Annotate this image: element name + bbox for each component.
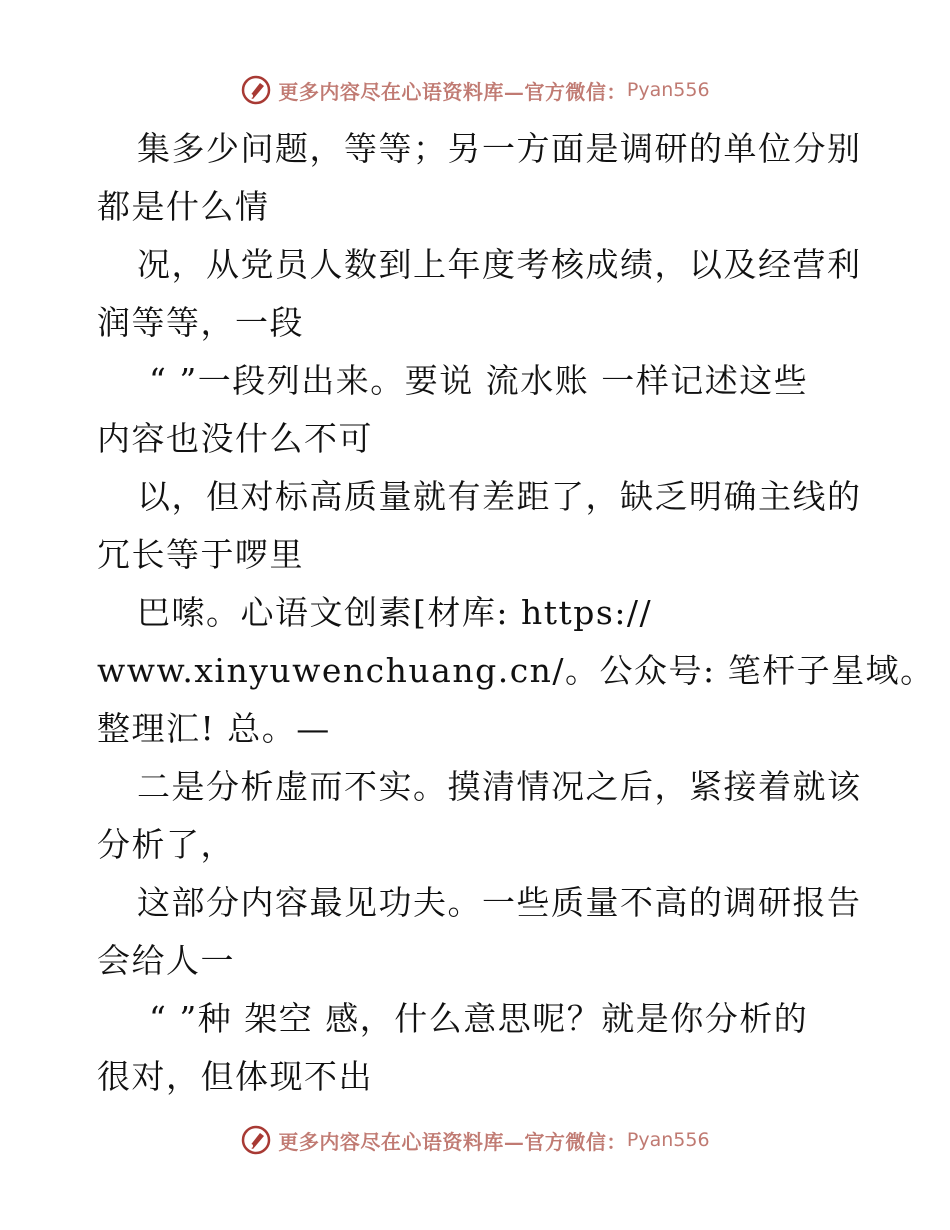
header-banner-wechat: Pyan556 [626, 79, 710, 101]
pen-nib-logo-icon [240, 1124, 272, 1156]
body-line: 内容也没什么不可 [97, 419, 373, 458]
pen-nib-logo-icon [240, 74, 272, 106]
body-line: 二是分析虚而不实。摸清情况之后，紧接着就该 [137, 767, 862, 806]
body-line: 这部分内容最见功夫。一些质量不高的调研报告 [137, 883, 862, 922]
body-line: 整理汇! 总。— [97, 709, 331, 748]
body-line: www.xinyuwenchuang.cn/。公众号: 笔杆子星域。 [97, 651, 935, 690]
footer-watermark-banner [0, 1120, 950, 1160]
body-line: “ ”一段列出来。要说 流水账 一样记述这些 [149, 361, 809, 400]
footer-banner-wechat: Pyan556 [626, 1129, 710, 1151]
body-line: 会给人一 [97, 941, 235, 980]
footer-banner-text: 更多内容尽在心语资料库—官方微信： [278, 1129, 627, 1154]
body-line: 况，从党员人数到上年度考核成绩，以及经营利 [137, 245, 862, 284]
header-banner-text: 更多内容尽在心语资料库—官方微信： [278, 79, 627, 104]
body-line: 以，但对标高质量就有差距了，缺乏明确主线的 [137, 477, 862, 516]
body-line: 集多少问题，等等；另一方面是调研的单位分别 [137, 129, 862, 168]
header-watermark-banner [0, 70, 950, 110]
body-line: “ ”种 架空 感，什么意思呢？就是你分析的 [149, 999, 809, 1038]
body-line: 冗长等于啰里 [97, 535, 304, 574]
body-line: 巴嗦。心语文创素[材库: https:// [137, 593, 653, 632]
body-line: 都是什么情 [97, 187, 270, 226]
body-line: 分析了， [97, 825, 235, 864]
document-body [97, 120, 935, 1106]
body-line: 很对，但体现不出 [97, 1057, 373, 1096]
body-line: 润等等，一段 [97, 303, 304, 342]
